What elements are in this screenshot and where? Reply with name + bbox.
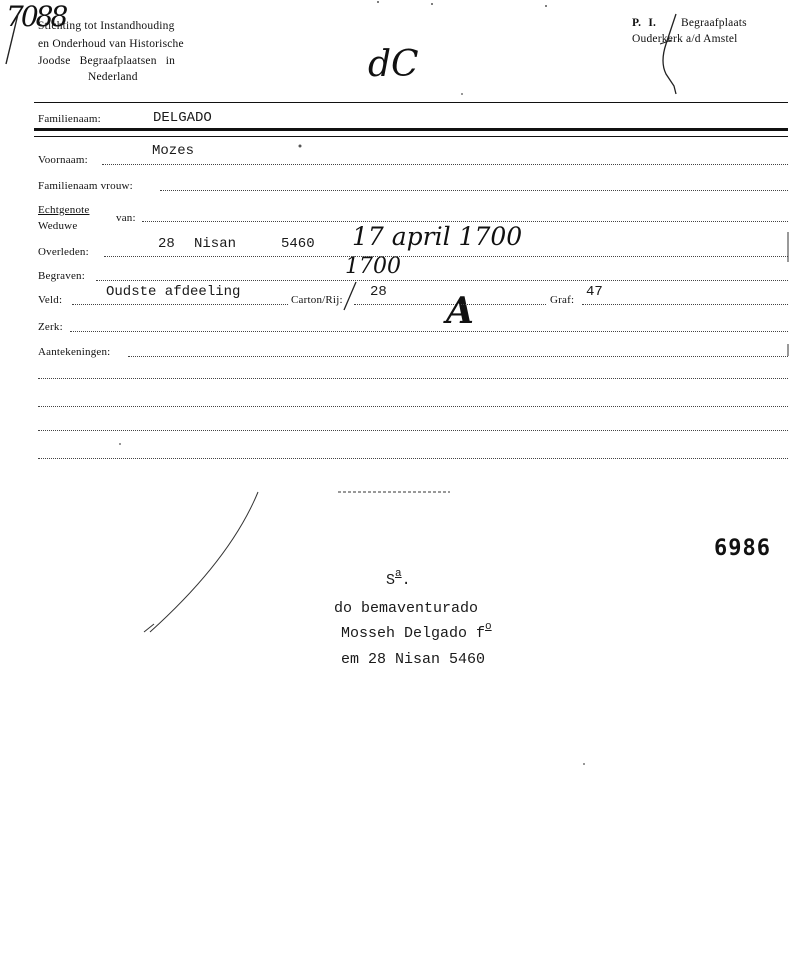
handwritten-top-center: dC (368, 44, 419, 85)
carton-value: 28 (370, 284, 387, 300)
handwritten-date: 17 april 1700 (352, 222, 523, 251)
scan-speck (583, 763, 585, 765)
scan-speck (119, 443, 121, 445)
overleden-day: 28 (158, 236, 175, 252)
card-number-tail-stroke (6, 14, 18, 64)
stamp-number: 6986 (714, 536, 771, 561)
carton-label: Carton/Rij: (291, 294, 343, 306)
foundation-line-3: Joodse Begraafplaatsen in (38, 55, 176, 67)
inscription-abbrev-s: S (386, 572, 396, 589)
echtgenote-label: Echtgenote (38, 204, 90, 216)
overleden-label: Overleden: (38, 246, 89, 258)
familienaam-vrouw-label: Familienaam vrouw: (38, 180, 133, 192)
graf-label: Graf: (550, 294, 575, 306)
overleden-month: Nisan (194, 236, 237, 252)
graf-value: 47 (586, 284, 603, 300)
overleden-year: 5460 (281, 236, 315, 252)
diagonal-pencil-stroke-2 (144, 624, 154, 632)
zerk-label: Zerk: (38, 321, 63, 333)
familienaam-value: DELGADO (153, 110, 212, 126)
foundation-line-2: en Onderhoud van Historische (38, 38, 184, 50)
aantekeningen-label: Aantekeningen: (38, 346, 111, 358)
inscription-line-2-sup: o (485, 621, 492, 633)
begraven-label: Begraven: (38, 270, 86, 282)
handwritten-year: 1700 (345, 254, 401, 279)
handwritten-letter: A (446, 290, 474, 332)
voornaam-label: Voornaam: (38, 154, 88, 166)
handwritten-card-number: 7088 (6, 0, 66, 33)
foundation-line-1: Stichting tot Instandhouding (38, 20, 175, 32)
record-code: P. I. (632, 17, 657, 29)
weduwe-label: Weduwe (38, 220, 78, 232)
scan-speck (461, 93, 463, 95)
inscription-line-2-main: Mosseh Delgado f (341, 625, 486, 642)
scan-speck (431, 3, 433, 5)
carton-slash-stroke (344, 282, 356, 310)
foundation-line-4: Nederland (88, 71, 138, 83)
diagonal-pencil-stroke (150, 492, 258, 632)
cemetery-line-2: Ouderkerk a/d Amstel (632, 33, 738, 45)
veld-value: Oudste afdeeling (106, 284, 241, 300)
scan-speck (299, 145, 302, 148)
voornaam-value: Mozes (152, 143, 195, 159)
inscription-abbrev-dot: . (401, 572, 411, 589)
veld-label: Veld: (38, 294, 63, 306)
cemetery-bracket-stroke (663, 14, 676, 94)
inscription-line-1: do bemaventurado (334, 600, 479, 617)
van-label: van: (116, 212, 136, 224)
scan-speck (377, 1, 379, 3)
cemetery-line-1: Begraafplaats (681, 17, 747, 29)
inscription-abbrev-a: a (395, 568, 402, 580)
familienaam-label: Familienaam: (38, 113, 101, 125)
scan-speck (545, 5, 547, 7)
inscription-line-3: em 28 Nisan 5460 (341, 651, 486, 668)
